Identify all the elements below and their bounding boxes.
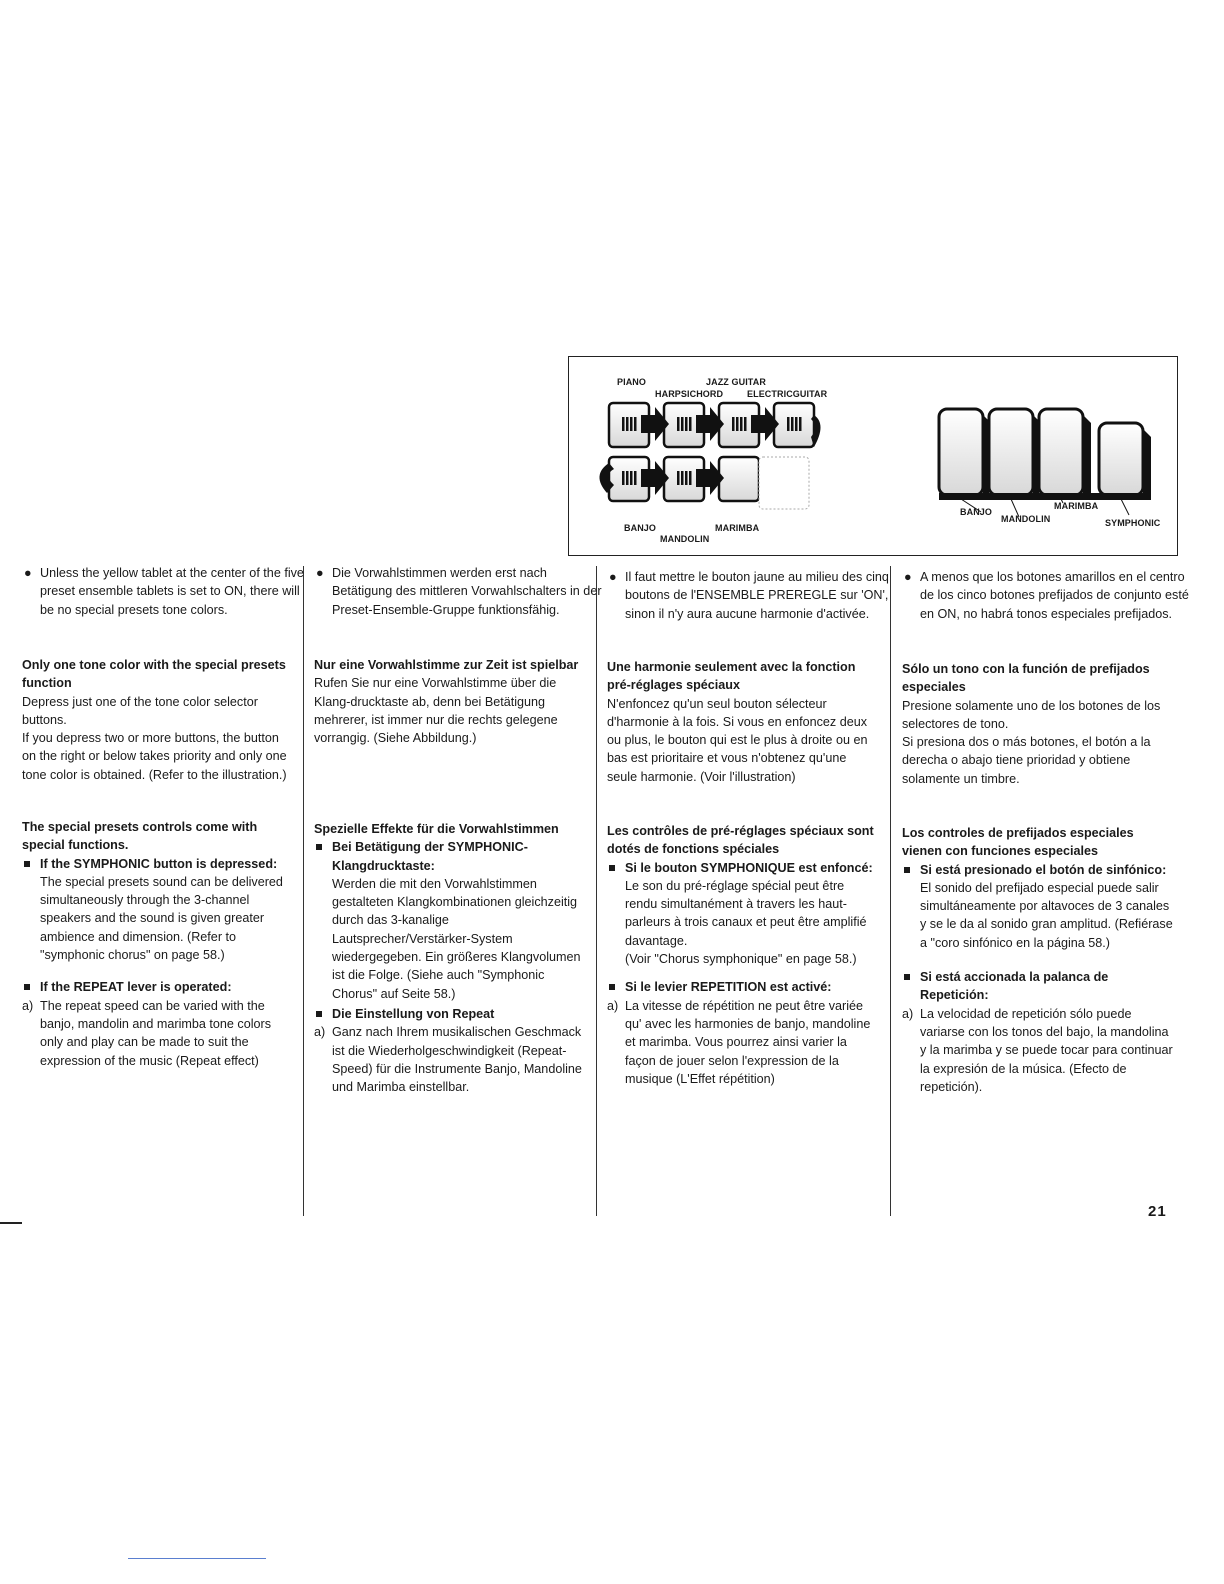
bullet-icon: ●	[316, 566, 324, 580]
paragraph: Si presiona dos o más botones, el botón a la derecha o abajo tiene prioridad y obtiene solamente un timbre.	[902, 735, 1151, 786]
label-right-symphonic: SYMPHONIC	[1105, 518, 1161, 528]
column-french	[607, 564, 889, 1164]
label-piano: PIANO	[617, 377, 647, 387]
item-title: If the REPEAT lever is operated:	[40, 980, 232, 995]
column-divider	[890, 566, 891, 1216]
right-tablets	[939, 409, 1143, 495]
section-one-tone	[902, 660, 1174, 788]
item-title: Si le bouton SYMPHONIQUE est enfoncé:	[625, 860, 873, 875]
sub-item	[314, 1023, 586, 1096]
label-mandolin: MANDOLIN	[660, 534, 710, 544]
bullet-icon: ●	[904, 570, 912, 584]
sub-item-label: a)	[902, 1006, 914, 1021]
intro-note	[314, 564, 604, 619]
section-heading: Los controles de prefijados especiales vienen con funciones especiales	[902, 826, 1134, 859]
sub-item-body: The repeat speed can be varied with the banjo, mandolin and marimba tone colors only and play can be made to suit the expression of the music (Repeat effect)	[40, 998, 272, 1068]
item-body: The special presets sound can be delivered simultaneously through the 3-channel speakers and the sound is given greater ambience and dimension. (Refer to "symphonic chorus" on page 58.)	[40, 874, 283, 963]
bottom-rule	[128, 1558, 266, 1559]
item-title: If the SYMPHONIC button is depressed:	[40, 856, 278, 871]
sub-item-label: a)	[22, 998, 34, 1013]
sub-item-body: Ganz nach Ihrem musikalischen Geschmack ist die Wiederholgeschwindigkeit (Repeat-Speed) für die Instrumente Banjo, Mandoline und Marimba einstellbar.	[332, 1025, 582, 1095]
column-divider	[303, 566, 304, 1216]
section-heading: The special presets controls come with special functions.	[22, 820, 258, 853]
intro-note	[22, 564, 312, 619]
section-heading: Spezielle Effekte für die Vorwahlstimmen	[314, 822, 559, 836]
section-special-functions	[22, 818, 294, 1070]
paragraph: Presione solamente uno de los botones de los selectores de tono.	[902, 698, 1161, 731]
square-bullet-icon	[904, 974, 910, 980]
column-english	[22, 564, 304, 1164]
square-bullet-icon	[316, 1011, 322, 1017]
section-special-functions	[902, 824, 1174, 1096]
section-heading: Une harmonie seulement avec la fonction pré-réglages spéciaux	[607, 660, 856, 693]
label-harpsichord: HARPSICHORD	[655, 389, 724, 399]
list-item	[902, 861, 1174, 952]
section-special-functions	[607, 822, 879, 1088]
list-item	[314, 838, 586, 1003]
tablet-diagram	[569, 357, 1179, 557]
sub-item-body: La vitesse de répétition ne peut être variée qu' avec les harmonies de banjo, mandoline et marimba. Vous pourrez ainsi varier la façon de jouer selon l'expression de la musique (L'Effet répétition)	[625, 998, 871, 1086]
square-bullet-icon	[609, 984, 615, 990]
label-jazz-guitar: JAZZ GUITAR	[706, 377, 766, 387]
page-number: 21	[1148, 1203, 1167, 1220]
item-title: Bei Betätigung der SYMPHONIC-Klangdrucktaste:	[332, 840, 528, 873]
sub-item	[22, 997, 294, 1070]
paragraph: Rufen Sie nur eine Vorwahlstimme über die Klang-drucktaste ab, denn bei Betätigung mehrerer, ist immer nur die rechts gelegene vorrangig. (Siehe Abbildung.)	[314, 676, 558, 746]
section-one-tone	[314, 656, 586, 747]
label-right-mandolin: MANDOLIN	[1001, 514, 1051, 524]
square-bullet-icon	[316, 844, 322, 850]
intro-text: Unless the yellow tablet at the center of the five preset ensemble tablets is set to ON, there will be no special presets tone colors.	[40, 566, 304, 617]
list-item	[607, 978, 879, 996]
list-item	[314, 1005, 586, 1023]
paragraph: If you depress two or more buttons, the button on the right or below takes priority and only one tone color is obtained. (Refer to the illustration.)	[22, 731, 287, 782]
item-body: Werden die mit den Vorwahlstimmen gestalteten Klangkombinationen gleichzeitig durch das 3-kanalige Lautsprecher/Verstärker-System wiedergegeben. Ein größeres Klangvolumen ist die Folge. (Siehe auch "Symphonic Chorus" auf Seite 58.)	[332, 876, 581, 1001]
section-one-tone	[607, 658, 879, 786]
label-banjo: BANJO	[624, 523, 657, 533]
intro-text: Il faut mettre le bouton jaune au milieu des cinq boutons de l'ENSEMBLE PREREGLE sur 'ON', sinon il n'y aura aucune harmonie d'activée.	[625, 570, 889, 621]
sub-item	[607, 997, 879, 1088]
item-title: Die Einstellung von Repeat	[332, 1006, 495, 1021]
section-heading: Only one tone color with the special presets function	[22, 658, 286, 691]
label-right-banjo: BANJO	[960, 507, 993, 517]
section-heading: Nur eine Vorwahlstimme zur Zeit ist spielbar	[314, 658, 579, 672]
section-one-tone	[22, 656, 294, 784]
item-title: Si está accionada la palanca de Repetición:	[920, 970, 1109, 1003]
square-bullet-icon	[904, 867, 910, 873]
item-title: Si está presionado el botón de sinfónico:	[920, 862, 1167, 877]
square-bullet-icon	[24, 861, 30, 867]
paragraph: Depress just one of the tone color selector buttons.	[22, 694, 258, 727]
intro-note	[607, 568, 897, 623]
intro-text: A menos que los botones amarillos en el centro de los cinco botones prefijados de conjunto esté en ON, no habrá tonos especiales prefijados.	[920, 570, 1189, 621]
section-heading: Les contrôles de pré-réglages spéciaux sont dotés de fonctions spéciales	[607, 824, 874, 857]
section-special-functions	[314, 820, 586, 1096]
label-electric-guitar: ELECTRICGUITAR	[747, 389, 828, 399]
paragraph: N'enfoncez qu'un seul bouton sélecteur d'harmonie à la fois. Si vous en enfoncez deux ou plus, le bouton qui est le plus à droite ou en bas est prioritaire et vous n'obtenez qu'une seule harmonie. (Voir l'illustration)	[607, 696, 868, 784]
item-title: Si le levier REPETITION est activé:	[625, 980, 832, 995]
column-german	[314, 564, 602, 1164]
square-bullet-icon	[24, 984, 30, 990]
sub-item	[902, 1005, 1174, 1096]
intro-note	[902, 568, 1192, 623]
section-heading: Sólo un tono con la función de prefijados especiales	[902, 662, 1150, 695]
list-item	[607, 859, 879, 969]
edge-mark	[0, 1222, 22, 1224]
sub-item-label: a)	[607, 998, 619, 1013]
bullet-icon: ●	[609, 570, 617, 584]
item-body: El sonido del prefijado especial puede salir simultáneamente por altavoces de 3 canales y se le da al sonido gran amplitud. (Refiérase a "coro sinfónico en la página 58.)	[920, 880, 1173, 950]
label-right-marimba: MARIMBA	[1054, 501, 1099, 511]
list-item	[902, 968, 1174, 1005]
illustration-box	[568, 356, 1178, 556]
label-marimba: MARIMBA	[715, 523, 760, 533]
bullet-icon: ●	[24, 566, 32, 580]
item-reference: (Voir "Chorus symphonique" en page 58.)	[625, 952, 857, 967]
column-spanish	[902, 564, 1189, 1164]
sub-item-label: a)	[314, 1025, 326, 1040]
column-divider	[596, 566, 597, 1216]
list-item	[22, 978, 294, 996]
square-bullet-icon	[609, 865, 615, 871]
list-item	[22, 855, 294, 965]
item-body: Le son du pré-réglage spécial peut être rendu simultanément à travers les haut-parleurs à trois canaux et peut être amplifié davantage.	[625, 878, 867, 948]
sub-item-body: La velocidad de repetición sólo puede variarse con los tonos del bajo, la mandolina y la marimba y se puede tocar para continuar la expresión de la música. (Efecto de repetición).	[920, 1006, 1173, 1094]
intro-text: Die Vorwahlstimmen werden erst nach Betätigung des mittleren Vorwahlschalters in der Preset-Ensemble-Gruppe funktionsfähig.	[332, 566, 602, 617]
